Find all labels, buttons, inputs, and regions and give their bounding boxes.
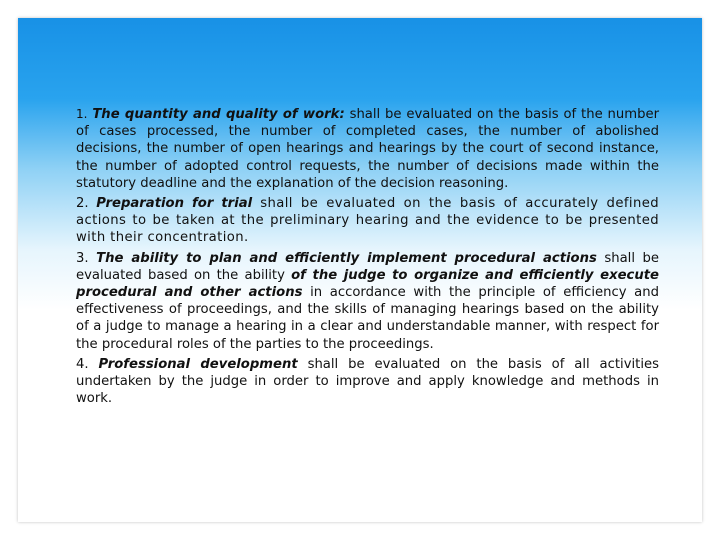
criterion-3-number: 3. — [76, 250, 89, 266]
criterion-2 — [76, 195, 659, 247]
criterion-2-number: 2. — [76, 196, 89, 212]
criterion-3-text-b: in accordance with the principle of efficiency and effectiveness of proceedings, and the skills of managing hearings based on the ability of a judge to manage a hearing in a clear and understandable manner, with respect for the procedural roles of the parties to the proceedings. — [76, 285, 659, 352]
criterion-4-text: shall be evaluated on the basis of all activities undertaken by the judge in order to improve and apply knowledge and methods in work. — [76, 356, 659, 407]
criterion-3 — [76, 250, 659, 353]
criterion-4-number: 4. — [76, 356, 89, 372]
slide-body — [76, 106, 659, 410]
criterion-2-text: shall be evaluated on the basis of accurately defined actions to be taken at the preliminary hearing and the evidence to be presented with their concentration. — [76, 196, 659, 246]
criterion-4 — [76, 356, 659, 408]
criterion-3-emphasis: of the judge to organize and efficiently execute procedural and other actions — [76, 267, 659, 301]
slide — [18, 18, 702, 522]
criterion-3-title: The ability to plan and efficiently implement procedural actions — [96, 250, 597, 266]
criterion-1-text: shall be evaluated on the basis of the number of cases processed, the number of completed cases, the number of abolished decisions, the number of open hearings and hearings by the court of second instance, the number of adopted control requests, the number of decisions made within the statutory deadline and the explanation of the decision reasoning. — [76, 107, 659, 191]
criterion-3-text-a: shall be evaluated based on the ability — [76, 250, 659, 283]
criterion-4-title: Professional development — [98, 356, 298, 372]
criterion-1-number: 1. — [76, 107, 88, 121]
criterion-2-title: Preparation for trial — [96, 196, 253, 212]
criterion-1-title: The quantity and quality of work: — [92, 107, 345, 122]
criterion-1 — [76, 106, 659, 192]
